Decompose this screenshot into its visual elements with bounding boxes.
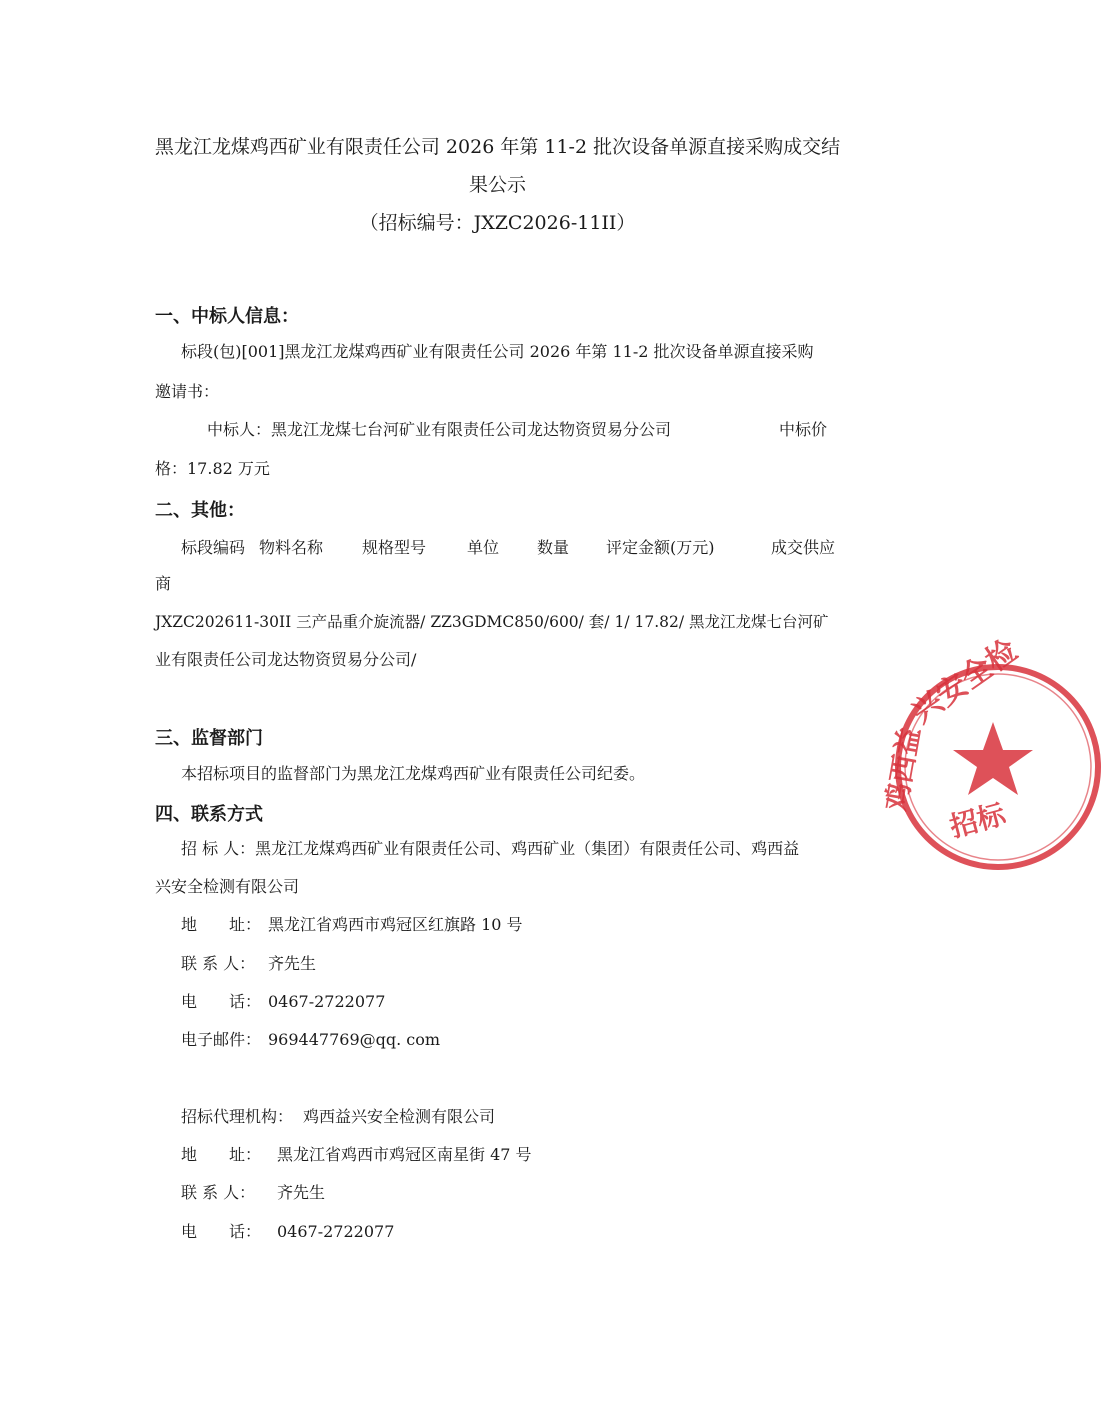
data-row-line2: 业有限责任公司龙达物资贸易分公司/ (155, 650, 417, 669)
email-value: 969447769@qq. com (268, 1030, 441, 1049)
contact-label: 联 系 人： (181, 954, 256, 973)
col-header-quantity: 数量 (537, 538, 570, 557)
agency-phone-label: 电 话： (181, 1222, 262, 1241)
email-label: 电子邮件： (181, 1030, 262, 1049)
section2-heading: 二、其他： (155, 500, 245, 521)
lot-text-line2: 邀请书： (155, 382, 220, 401)
section1-heading: 一、中标人信息： (155, 306, 299, 327)
col-header-code: 标段编码 (181, 538, 246, 557)
agency-address-label: 地 址： (181, 1145, 262, 1164)
address-value: 黑龙江省鸡西市鸡冠区红旗路 10 号 (268, 915, 523, 934)
page-title-line1: 黑龙江龙煤鸡西矿业有限责任公司 2026 年第 11-2 批次设备单源直接采购成交结 (154, 136, 841, 158)
agency-address-value: 黑龙江省鸡西市鸡冠区南星街 47 号 (277, 1145, 532, 1164)
svg-text:招标: 招标 (946, 797, 1009, 844)
section4-heading: 四、联系方式 (155, 804, 263, 825)
page-title-line2: 果公示 (468, 174, 526, 196)
phone-label: 电 话： (181, 992, 262, 1011)
phone-value: 0467-2722077 (268, 992, 386, 1011)
col-header-supplier: 成交供应 (771, 538, 836, 557)
agency-value: 鸡西益兴安全检测有限公司 (303, 1107, 496, 1126)
agency-phone-value: 0467-2722077 (277, 1222, 395, 1241)
lot-text-line1: 标段(包)[001]黑龙江龙煤鸡西矿业有限责任公司 2026 年第 11-2 批次设备单源直接采购 (181, 342, 814, 361)
bid-number: （招标编号：JXZC2026-11II） (359, 212, 636, 234)
col-header-material: 物料名称 (259, 538, 324, 557)
winner-text: 中标人：黑龙江龙煤七台河矿业有限责任公司龙达物资贸易分公司 (207, 420, 672, 439)
red-seal-icon (879, 633, 1103, 872)
col-header-supplier-wrap: 商 (155, 574, 172, 593)
agency-contact-value: 齐先生 (277, 1183, 326, 1202)
col-header-unit: 单位 (467, 538, 500, 557)
price-label: 中标价 (779, 420, 828, 439)
svg-text:鸡西益: 鸡西益 (879, 724, 927, 814)
col-header-amount: 评定金额(万元) (606, 538, 715, 557)
agency-label: 招标代理机构： (181, 1107, 294, 1126)
price-value: 格：17.82 万元 (155, 459, 270, 478)
data-row-line1: JXZC202611-30II 三产品重介旋流器/ ZZ3GDMC850/600/ 套/ 1/ 17.82/ 黑龙江龙煤七台河矿 (155, 613, 829, 631)
address-label: 地 址： (181, 915, 262, 934)
tenderer-line2: 兴安全检测有限公司 (155, 877, 300, 896)
contact-value: 齐先生 (268, 954, 317, 973)
section3-heading: 三、监督部门 (155, 728, 263, 749)
agency-contact-label: 联 系 人： (181, 1183, 256, 1202)
supervision-text: 本招标项目的监督部门为黑龙江龙煤鸡西矿业有限责任公司纪委。 (181, 764, 646, 783)
col-header-spec: 规格型号 (362, 538, 427, 557)
tenderer-line1: 招 标 人：黑龙江龙煤鸡西矿业有限责任公司、鸡西矿业（集团）有限责任公司、鸡西益 (181, 839, 800, 858)
svg-text:兴安全检: 兴安全检 (905, 633, 1024, 731)
